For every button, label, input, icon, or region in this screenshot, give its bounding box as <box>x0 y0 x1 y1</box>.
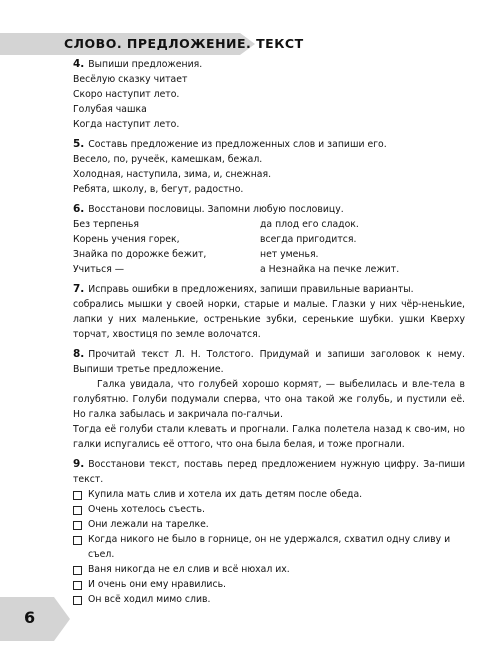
task-7 <box>73 282 465 342</box>
proverb-start: Без терпенья <box>73 219 139 230</box>
task-instruction: Исправь ошибки в предложениях, запиши правильные варианты. <box>88 284 414 295</box>
option-text: Они лежали на тарелке. <box>88 519 209 530</box>
text-line: Когда наступит лето. <box>73 119 180 130</box>
story-paragraph: Галка увидала, что голубей хорошо кормят, — выбелилась и вле-тела в голубятню. Голуби подумали сперва, что она такой же голубь, и пустили её. Но галка забылась и закричала по-галчьи. <box>73 379 465 420</box>
task-number: 5. <box>73 138 85 150</box>
task-number: 4. <box>73 58 85 70</box>
task-number: 9. <box>73 458 85 470</box>
text-line: Холодная, наступила, зима, и, снежная. <box>73 169 272 180</box>
proverb-end: нет уменья. <box>260 249 319 260</box>
text-line: Весёлую сказку читает <box>73 74 188 85</box>
checkbox[interactable] <box>73 506 82 515</box>
story-paragraph: Тогда её голуби стали клевать и прогнали. Галка полетела назад к сво-им, но галки испугались её оттого, что она была белая, и тоже прогнали. <box>73 424 465 450</box>
text-line: Весело, по, ручеёк, камешкам, бежал. <box>73 154 263 165</box>
option-text: Ваня никогда не ел слив и всё нюхал их. <box>88 564 290 575</box>
option-text: Купила мать слив и хотела их дать детям после обеда. <box>88 489 363 500</box>
proverb-table <box>73 217 465 277</box>
option-text: Когда никого не было в горнице, он не удержался, схватил одну сливу и съел. <box>88 534 451 560</box>
option-row <box>73 487 465 502</box>
option-row <box>73 562 465 577</box>
option-row <box>73 517 465 532</box>
text-line: Голубая чашка <box>73 104 147 115</box>
proverb-end: да плод его сладок. <box>260 219 359 230</box>
checkbox[interactable] <box>73 521 82 530</box>
option-row <box>73 502 465 517</box>
task-number: 8. <box>73 348 85 360</box>
option-row <box>73 532 465 562</box>
task-9 <box>73 457 465 607</box>
page-title: СЛОВО. ПРЕДЛОЖЕНИЕ. ТЕКСТ <box>64 36 304 51</box>
option-row <box>73 592 465 607</box>
task-8 <box>73 347 465 452</box>
checkbox[interactable] <box>73 566 82 575</box>
option-text: И очень они ему нравились. <box>88 579 227 590</box>
page-number: 6 <box>24 608 36 627</box>
proverb-start: Учиться — <box>73 264 125 275</box>
task-text: собрались мышки у своей норки, старые и малые. Глазки у них чёр-неньkие, лапки у них маленькие, остренькие зубки, серенькие шубки. ушки Кверху торчат, хвостиця по земле волочатся. <box>73 299 465 340</box>
task-number: 6. <box>73 203 85 215</box>
task-6 <box>73 202 465 277</box>
task-4 <box>73 57 465 132</box>
checkbox[interactable] <box>73 536 82 545</box>
option-text: Он всё ходил мимо слив. <box>88 594 211 605</box>
task-5 <box>73 137 465 197</box>
option-text: Очень хотелось съесть. <box>88 504 205 515</box>
text-line: Ребята, школу, в, бегут, радостно. <box>73 184 244 195</box>
text-line: Скоро наступит лето. <box>73 89 180 100</box>
proverb-end: а Незнайка на печке лежит. <box>260 264 400 275</box>
checkbox[interactable] <box>73 596 82 605</box>
checkbox[interactable] <box>73 581 82 590</box>
checkbox[interactable] <box>73 491 82 500</box>
proverb-start: Корень учения горек, <box>73 234 180 245</box>
task-instruction: Выпиши предложения. <box>88 59 203 70</box>
task-instruction: Восстанови пословицы. Запомни любую пословицу. <box>88 204 344 215</box>
option-row <box>73 577 465 592</box>
task-instruction: Прочитай текст Л. Н. Толстого. Придумай и запиши заголовок к нему. Выпиши третье предложение. <box>73 349 465 375</box>
page-content <box>73 57 465 612</box>
task-instruction: Восстанови текст, поставь перед предложением нужную цифру. За-пиши текст. <box>73 459 465 485</box>
task-instruction: Составь предложение из предложенных слов и запиши его. <box>88 139 387 150</box>
proverb-end: всегда пригодится. <box>260 234 357 245</box>
proverb-start: Знайка по дорожке бежит, <box>73 249 207 260</box>
task-number: 7. <box>73 283 85 295</box>
